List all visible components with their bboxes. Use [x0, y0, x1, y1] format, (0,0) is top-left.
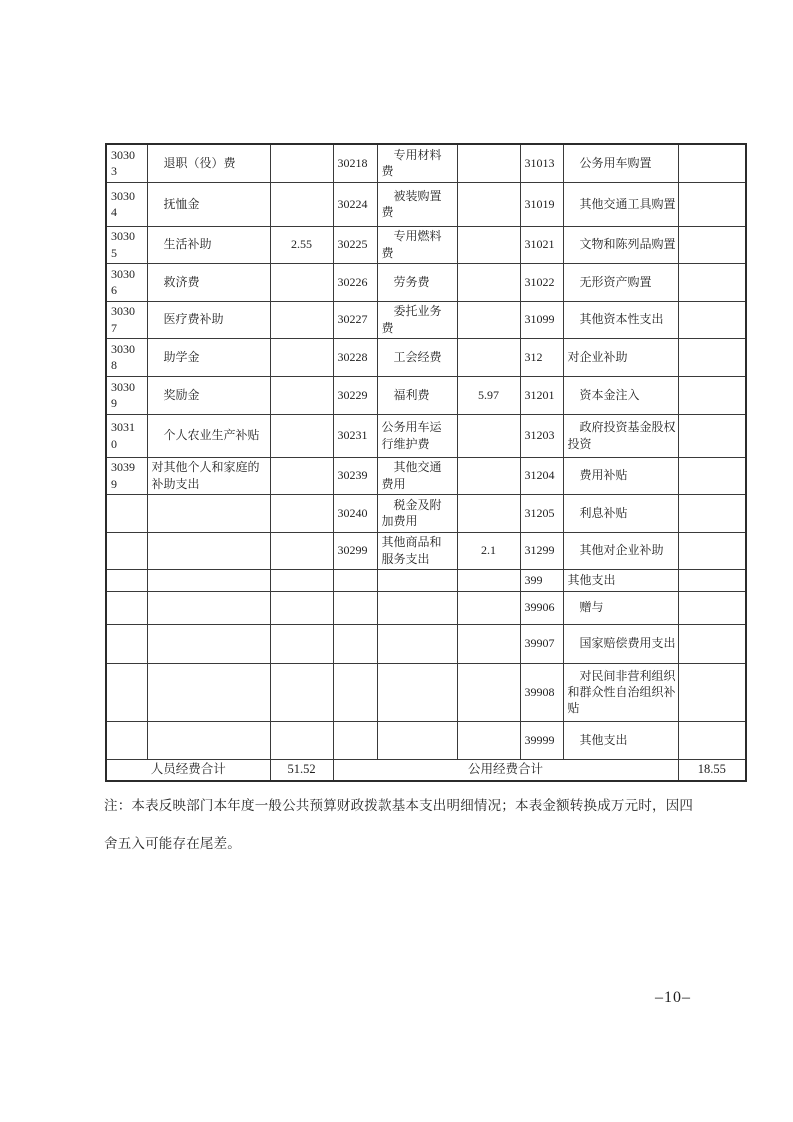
cell-code: 30308	[106, 338, 147, 376]
summary-row	[106, 759, 746, 781]
cell-amount	[270, 301, 333, 338]
table-row	[106, 494, 746, 532]
cell-name: 劳务费	[377, 263, 457, 301]
cell-amount	[457, 591, 520, 624]
cell-code: 30218	[333, 144, 377, 182]
cell-name: 其他对企业补助	[563, 532, 678, 569]
cell-amount	[678, 494, 746, 532]
cell-amount	[270, 569, 333, 591]
cell-code	[106, 494, 147, 532]
cell-amount	[678, 301, 746, 338]
table-row	[106, 414, 746, 457]
cell-amount	[678, 624, 746, 663]
cell-amount	[457, 144, 520, 182]
cell-amount: 2.55	[270, 226, 333, 263]
table-row	[106, 338, 746, 376]
cell-name: 助学金	[147, 338, 270, 376]
cell-code: 30240	[333, 494, 377, 532]
cell-name: 委托业务费	[377, 301, 457, 338]
cell-name	[147, 532, 270, 569]
cell-name	[147, 624, 270, 663]
cell-name: 个人农业生产补贴	[147, 414, 270, 457]
cell-name: 费用补贴	[563, 457, 678, 494]
cell-amount	[270, 494, 333, 532]
cell-code	[333, 569, 377, 591]
cell-code	[333, 624, 377, 663]
cell-code	[106, 624, 147, 663]
cell-code: 30226	[333, 263, 377, 301]
cell-name: 国家赔偿费用支出	[563, 624, 678, 663]
cell-code: 39999	[520, 721, 563, 759]
cell-amount	[457, 338, 520, 376]
cell-amount	[678, 532, 746, 569]
cell-amount	[270, 376, 333, 414]
cell-code: 30229	[333, 376, 377, 414]
cell-code: 30307	[106, 301, 147, 338]
cell-name: 工会经费	[377, 338, 457, 376]
cell-code	[106, 591, 147, 624]
table-row	[106, 376, 746, 414]
cell-code: 31022	[520, 263, 563, 301]
table-row	[106, 721, 746, 759]
cell-amount	[270, 721, 333, 759]
cell-amount	[457, 624, 520, 663]
cell-code: 30399	[106, 457, 147, 494]
cell-name: 奖励金	[147, 376, 270, 414]
cell-name: 文物和陈列品购置	[563, 226, 678, 263]
cell-code: 30310	[106, 414, 147, 457]
cell-name: 税金及附加费用	[377, 494, 457, 532]
cell-amount	[270, 414, 333, 457]
public-total-value: 18.55	[678, 759, 746, 781]
cell-name	[147, 721, 270, 759]
cell-name: 无形资产购置	[563, 263, 678, 301]
cell-code: 30299	[333, 532, 377, 569]
cell-code: 30231	[333, 414, 377, 457]
cell-amount	[457, 721, 520, 759]
personnel-total-label: 人员经费合计	[106, 759, 270, 781]
table-row	[106, 263, 746, 301]
cell-code	[333, 721, 377, 759]
cell-code: 39908	[520, 663, 563, 721]
public-total-label: 公用经费合计	[333, 759, 678, 781]
table-row	[106, 591, 746, 624]
cell-amount	[678, 263, 746, 301]
cell-code: 30224	[333, 182, 377, 226]
cell-amount	[270, 591, 333, 624]
cell-code: 31205	[520, 494, 563, 532]
table-body	[106, 144, 746, 759]
table-row	[106, 226, 746, 263]
cell-code: 31019	[520, 182, 563, 226]
table-note-line-2: 舍五入可能存在尾差。	[104, 836, 241, 851]
table-row	[106, 532, 746, 569]
cell-name	[377, 721, 457, 759]
cell-name: 救济费	[147, 263, 270, 301]
cell-code: 30228	[333, 338, 377, 376]
cell-amount	[457, 263, 520, 301]
cell-name: 资本金注入	[563, 376, 678, 414]
cell-name: 对企业补助	[563, 338, 678, 376]
cell-amount	[270, 144, 333, 182]
cell-code: 30239	[333, 457, 377, 494]
cell-name: 其他商品和服务支出	[377, 532, 457, 569]
cell-code: 30305	[106, 226, 147, 263]
cell-amount	[678, 569, 746, 591]
cell-code	[106, 721, 147, 759]
cell-amount: 2.1	[457, 532, 520, 569]
cell-code: 31201	[520, 376, 563, 414]
cell-name: 生活补助	[147, 226, 270, 263]
cell-name: 其他资本性支出	[563, 301, 678, 338]
cell-amount	[457, 494, 520, 532]
table-row	[106, 301, 746, 338]
cell-amount	[457, 301, 520, 338]
cell-amount	[678, 591, 746, 624]
cell-amount	[678, 721, 746, 759]
cell-name: 被装购置费	[377, 182, 457, 226]
cell-amount	[457, 414, 520, 457]
cell-code: 30227	[333, 301, 377, 338]
cell-amount	[270, 182, 333, 226]
page-number: –10–	[655, 989, 691, 1006]
cell-name: 其他支出	[563, 721, 678, 759]
cell-name	[377, 624, 457, 663]
personnel-total-value: 51.52	[270, 759, 333, 781]
cell-name: 抚恤金	[147, 182, 270, 226]
cell-name: 政府投资基金股权投资	[563, 414, 678, 457]
cell-code: 30225	[333, 226, 377, 263]
cell-code: 31013	[520, 144, 563, 182]
cell-name: 公务用车购置	[563, 144, 678, 182]
cell-name: 其他交通工具购置	[563, 182, 678, 226]
cell-amount	[457, 226, 520, 263]
cell-code: 30309	[106, 376, 147, 414]
basic-expenditure-table	[105, 143, 747, 782]
cell-name	[147, 591, 270, 624]
cell-amount	[457, 663, 520, 721]
cell-code: 39907	[520, 624, 563, 663]
cell-amount	[678, 663, 746, 721]
cell-amount	[270, 663, 333, 721]
cell-amount	[270, 624, 333, 663]
cell-code: 30304	[106, 182, 147, 226]
cell-amount	[678, 338, 746, 376]
table-row	[106, 457, 746, 494]
cell-name: 其他交通费用	[377, 457, 457, 494]
cell-name: 公务用车运行维护费	[377, 414, 457, 457]
cell-name: 退职（役）费	[147, 144, 270, 182]
cell-name: 对民间非营利组织和群众性自治组织补贴	[563, 663, 678, 721]
cell-name	[147, 663, 270, 721]
cell-name	[147, 569, 270, 591]
cell-code	[106, 569, 147, 591]
cell-amount	[678, 226, 746, 263]
cell-amount	[678, 182, 746, 226]
cell-amount	[270, 338, 333, 376]
cell-amount	[457, 569, 520, 591]
cell-name: 专用材料费	[377, 144, 457, 182]
cell-name: 福利费	[377, 376, 457, 414]
cell-name: 其他支出	[563, 569, 678, 591]
cell-name: 对其他个人和家庭的补助支出	[147, 457, 270, 494]
cell-amount	[678, 144, 746, 182]
table-row	[106, 663, 746, 721]
table-row	[106, 569, 746, 591]
cell-amount: 5.97	[457, 376, 520, 414]
cell-amount	[270, 532, 333, 569]
cell-code	[106, 663, 147, 721]
cell-amount	[678, 376, 746, 414]
cell-name: 赠与	[563, 591, 678, 624]
cell-name	[147, 494, 270, 532]
cell-code: 39906	[520, 591, 563, 624]
cell-code	[333, 663, 377, 721]
cell-code: 31099	[520, 301, 563, 338]
cell-amount	[270, 457, 333, 494]
cell-name	[377, 591, 457, 624]
cell-amount	[270, 263, 333, 301]
cell-code: 30306	[106, 263, 147, 301]
cell-code: 31299	[520, 532, 563, 569]
cell-amount	[678, 414, 746, 457]
cell-code: 31204	[520, 457, 563, 494]
cell-code	[333, 591, 377, 624]
cell-name: 利息补贴	[563, 494, 678, 532]
cell-code	[106, 532, 147, 569]
table-row	[106, 182, 746, 226]
cell-amount	[457, 457, 520, 494]
table-row	[106, 144, 746, 182]
cell-code: 312	[520, 338, 563, 376]
cell-code: 30303	[106, 144, 147, 182]
cell-code: 31021	[520, 226, 563, 263]
cell-code: 31203	[520, 414, 563, 457]
cell-name	[377, 569, 457, 591]
cell-name: 医疗费补助	[147, 301, 270, 338]
cell-amount	[678, 457, 746, 494]
cell-code: 399	[520, 569, 563, 591]
cell-amount	[457, 182, 520, 226]
cell-name: 专用燃料费	[377, 226, 457, 263]
cell-name	[377, 663, 457, 721]
table-note-line-1: 注：本表反映部门本年度一般公共预算财政拨款基本支出明细情况；本表金额转换成万元时，因四	[104, 798, 694, 813]
table-row	[106, 624, 746, 663]
